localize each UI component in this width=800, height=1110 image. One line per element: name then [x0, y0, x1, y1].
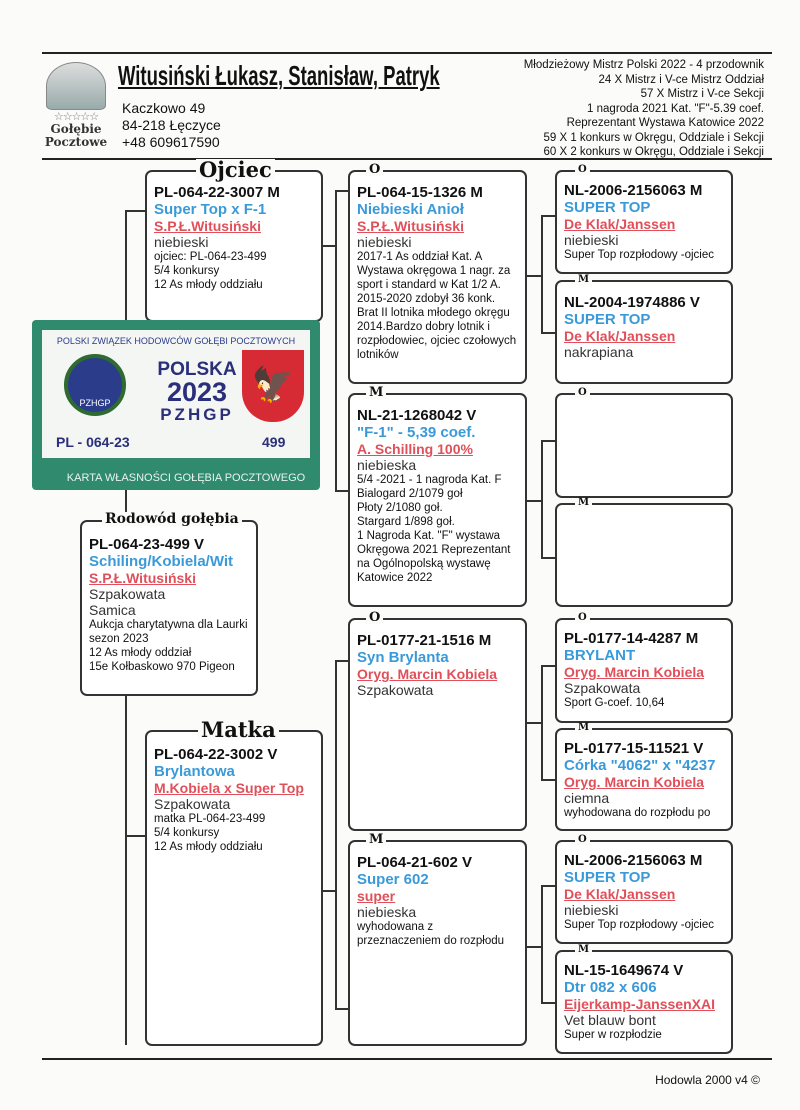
card-org: POLSKI ZWIĄZEK HODOWCÓW GOŁĘBI POCZTOWYCH	[56, 336, 296, 346]
bird-color: niebieski	[357, 234, 412, 250]
connector	[526, 275, 542, 277]
breeder: De Klak/Janssen	[564, 886, 676, 902]
mm-sire-card[interactable]	[555, 840, 733, 944]
sire-label: O	[575, 835, 590, 845]
connector	[541, 557, 555, 559]
polish-eagle-icon: 🦅	[242, 350, 304, 422]
connector	[526, 946, 542, 948]
footer-rule	[42, 1058, 772, 1060]
connector	[125, 835, 145, 837]
bird-name: SUPER TOP	[564, 311, 651, 328]
card-center	[156, 360, 238, 423]
achievement: 24 X Mistrz i V-ce Mistrz Oddział	[598, 73, 764, 86]
dam-label: M	[575, 945, 592, 955]
bird-name: SUPER TOP	[564, 869, 651, 886]
ownership-card	[32, 320, 320, 490]
dam-label: M	[366, 833, 386, 846]
ring-number: PL-0177-15-11521 V	[564, 740, 704, 757]
sire-label: O	[575, 613, 590, 623]
connector	[125, 210, 145, 212]
ff-sire-card[interactable]	[555, 170, 733, 274]
logo	[40, 62, 112, 152]
bird-notes: Aukcja charytatywna dla Laurki sezon 2023 12 As młody oddział 15e Kołbaskowo 970 Pigeon	[89, 619, 248, 673]
ring-number: PL-064-21-602 V	[357, 854, 473, 871]
connector	[541, 440, 543, 558]
bird-notes: Super Top rozpłodowy -ojciec	[564, 249, 715, 261]
bird-name: Dtr 082 x 606	[564, 979, 657, 996]
bird-color: Szpakowata	[357, 682, 434, 698]
mf-dam-card[interactable]	[555, 728, 733, 831]
achievements	[524, 58, 764, 160]
bird-notes: Super w rozpłodzie	[564, 1029, 662, 1041]
connector	[541, 215, 543, 333]
dam-label: M	[366, 386, 386, 399]
subject-label: Rodowód gołębia	[102, 512, 242, 526]
father-label: Ojciec	[196, 159, 275, 180]
bird-color: Vet blauw bont	[564, 1012, 656, 1028]
breeder: S.P.Ł.Witusiński	[154, 218, 261, 234]
bird-color: niebieska	[357, 457, 417, 473]
breeder: A. Schilling 100%	[357, 441, 473, 457]
connector	[541, 332, 555, 334]
connector	[541, 665, 543, 780]
software-credit: Hodowla 2000 v4 ©	[655, 1073, 760, 1087]
connector	[335, 660, 337, 1010]
mother-card[interactable]	[145, 730, 323, 1046]
connector	[335, 490, 348, 492]
bird-name: Syn Brylanta	[357, 649, 449, 666]
logo-text: Pocztowe	[44, 135, 108, 149]
address-line: Kaczkowo 49	[122, 100, 206, 116]
breeder: M.Kobiela x Super Top	[154, 780, 304, 796]
father-dam-card[interactable]	[348, 393, 527, 607]
breeder: Oryg. Marcin Kobiela	[357, 666, 498, 682]
ring-number: PL-0177-14-4287 M	[564, 630, 699, 647]
sire-label: O	[366, 163, 383, 176]
bird-name: Super 602	[357, 871, 429, 888]
sire-label: O	[575, 388, 590, 398]
breeder: S.P.Ł.Witusiński	[357, 218, 464, 234]
connector	[526, 500, 542, 502]
card-country: POLSKA	[157, 359, 237, 380]
bird-color: ciemna	[564, 790, 610, 806]
bird-name: Córka "4062" x "4237	[564, 757, 716, 774]
breeder: S.P.Ł.Witusiński	[89, 570, 196, 586]
connector	[541, 885, 555, 887]
ring-number: NL-15-1649674 V	[564, 962, 684, 979]
ring-number: PL-064-23-499 V	[89, 536, 205, 553]
father-sire-card[interactable]	[348, 170, 527, 384]
bird-name: SUPER TOP	[564, 199, 651, 216]
connector	[322, 245, 336, 247]
ring-number: NL-21-1268042 V	[357, 407, 477, 424]
bird-name: Schiling/Kobiela/Wit	[89, 553, 234, 570]
bird-color: niebieski	[154, 234, 209, 250]
dam-label: M	[575, 275, 592, 285]
bird-notes: wyhodowana do rozpłodu po	[564, 807, 711, 819]
mm-dam-card[interactable]	[555, 950, 733, 1054]
breeder: Oryg. Marcin Kobiela	[564, 664, 705, 680]
fm-sire-card[interactable]	[555, 393, 733, 498]
bird-color: niebieski	[564, 232, 619, 248]
bird-name: "F-1" - 5,39 coef.	[357, 424, 476, 441]
bird-name: BRYLANT	[564, 647, 636, 664]
ring-number: PL-064-22-3002 V	[154, 746, 278, 763]
pzhgp-emblem-icon: PZHGP	[64, 354, 126, 416]
connector	[335, 190, 337, 490]
stars-icon: ☆☆☆☆☆	[53, 111, 99, 123]
bird-notes: wyhodowana z przeznaczeniem do rozpłodu	[357, 921, 505, 947]
header-top-rule	[42, 52, 772, 54]
bird-color: Szpakowata	[154, 796, 231, 812]
sire-label: O	[366, 611, 383, 624]
connector	[335, 660, 348, 662]
dam-label: M	[575, 723, 592, 733]
breeder: Oryg. Marcin Kobiela	[564, 774, 705, 790]
breeder: De Klak/Janssen	[564, 216, 676, 232]
achievement: 60 X 2 konkurs w Okręgu, Oddziale i Sekcji	[543, 146, 764, 158]
ring-number: NL-2004-1974886 V	[564, 294, 700, 311]
achievement: Młodzieżowy Mistrz Polski 2022 - 4 przodownik	[523, 59, 764, 71]
mother-label: Matka	[198, 719, 279, 740]
bird-color: niebieski	[564, 902, 619, 918]
achievement: 59 X 1 konkurs w Okręgu, Oddziale i Sekcji	[543, 131, 764, 144]
connector	[541, 215, 555, 217]
card-abbr: PZHGP	[160, 405, 234, 424]
address-line: 84-218 Łęczyce	[122, 117, 221, 133]
connector	[541, 885, 543, 1003]
mf-sire-card[interactable]	[555, 618, 733, 723]
subject-card[interactable]	[80, 520, 258, 696]
ring-number: NL-2006-2156063 M	[564, 852, 703, 869]
father-card[interactable]	[145, 170, 323, 322]
bird-notes: 2017-1 As oddział Kat. A Wystawa okręgowa 1 nagr. za sport i standard w Kat 1/2 A. 2015-2020 zdobył 36 konk. Brat II lotnika młodego okręgu 2014.Bardzo dobry lotnik i rozpłodowiec, ojciec czołowych lotników	[357, 251, 517, 361]
fm-dam-card[interactable]	[555, 503, 733, 607]
card-number: 499	[262, 434, 286, 450]
bird-color: Szpakowata	[564, 680, 641, 696]
connector	[335, 190, 348, 192]
bird-color: nakrapiana	[564, 344, 634, 360]
card-ring: PL - 064-23	[56, 434, 130, 450]
ring-number: PL-0177-21-1516 M	[357, 632, 492, 649]
logo-text: Gołębie	[50, 122, 102, 136]
achievement: 1 nagroda 2021 Kat. "F"-5.39 coef.	[587, 102, 764, 115]
mother-sire-card[interactable]	[348, 618, 527, 831]
bird-sex: Samica	[89, 602, 136, 618]
breeder-address	[122, 100, 221, 151]
bird-name: Super Top x F-1	[154, 201, 267, 218]
connector	[541, 665, 555, 667]
mother-dam-card[interactable]	[348, 840, 527, 1046]
connector	[335, 1008, 348, 1010]
sire-label: O	[575, 165, 590, 175]
breeder-name: Witusiński Łukasz, Stanisław, Patryk	[118, 60, 440, 91]
dam-label: M	[575, 498, 592, 508]
ff-dam-card[interactable]	[555, 280, 733, 384]
bird-color: Szpakowata	[89, 586, 166, 602]
bird-notes: Sport G-coef. 10,64	[564, 697, 665, 709]
connector	[526, 722, 542, 724]
card-year: 2023	[166, 377, 228, 407]
achievement: 57 X Mistrz i V-ce Sekcji	[640, 88, 764, 100]
pigeon-icon	[46, 62, 106, 110]
connector	[322, 890, 336, 892]
bird-notes: ojciec: PL-064-23-499 5/4 konkursy 12 As młody oddziału	[154, 251, 267, 291]
achievement: Reprezentant Wystawa Katowice 2022	[566, 117, 764, 129]
connector	[541, 440, 555, 442]
ring-number: PL-064-22-3007 M	[154, 184, 280, 201]
breeder: De Klak/Janssen	[564, 328, 676, 344]
ring-number: PL-064-15-1326 M	[357, 184, 483, 201]
bird-notes: matka PL-064-23-499 5/4 konkursy 12 As młody oddziału	[154, 813, 266, 853]
breeder: Eijerkamp-JanssenXAI	[564, 996, 715, 1012]
bird-notes: 5/4 -2021 - 1 nagroda Kat. F Bialogard 2/1079 goł Płoty 2/1080 goł. Stargard 1/898 goł. 1 Nagroda Kat. "F" wystawa Okręgowa 2021 Reprezentant na Ogólnopolską wystawę Katowice 2022	[357, 474, 511, 584]
bird-notes: Super Top rozpłodowy -ojciec	[564, 919, 715, 931]
connector	[541, 779, 555, 781]
bird-name: Brylantowa	[154, 763, 235, 780]
phone: +48 609617590	[122, 134, 220, 150]
bird-color: niebieska	[357, 904, 417, 920]
bird-name: Niebieski Anioł	[357, 201, 464, 218]
breeder: super	[357, 888, 396, 904]
card-footer: KARTA WŁASNOŚCI GOŁĘBIA POCZTOWEGO	[66, 472, 306, 484]
ring-number: NL-2006-2156063 M	[564, 182, 703, 199]
connector	[541, 1002, 555, 1004]
